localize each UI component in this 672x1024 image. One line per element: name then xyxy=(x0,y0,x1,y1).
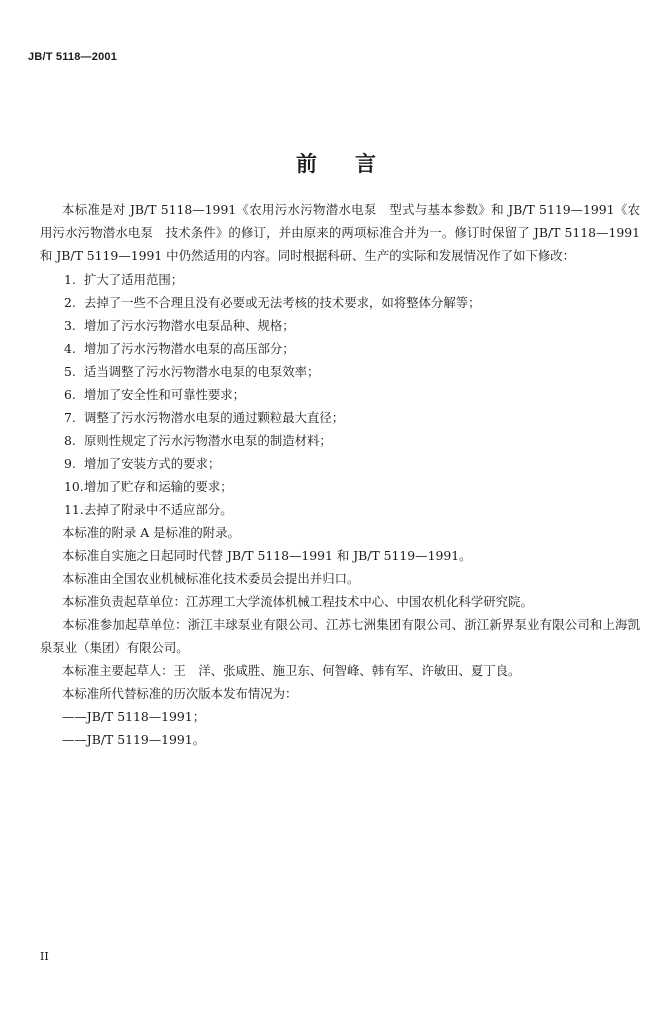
list-item-text: 增加了安装方式的要求； xyxy=(84,456,221,471)
intro-paragraph: 本标准是对 JB/T 5118—1991《农用污水污物潜水电泵 型式与基本参数》和 JB/T 5119—1991《农用污水污物潜水电泵 技术条件》的修订，并由原来的两项标准合并为一。修订时保留了 JB/T 5118—1991 和 JB/T 5119—1991 中仍然适用的内容。同时根据科研、生产的实际和发展情况作了如下修改： xyxy=(40,202,640,263)
proposer-note: 本标准由全国农业机械标准化技术委员会提出并归口。 xyxy=(62,571,360,586)
list-item-text: 增加了污水污物潜水电泵品种、规格； xyxy=(84,318,295,333)
page-title: 前言 xyxy=(296,151,414,176)
list-item-number: 10. xyxy=(64,479,84,494)
list-item-number: 8. xyxy=(64,433,76,448)
list-item-number: 5. xyxy=(64,364,76,379)
list-item-number: 9. xyxy=(64,456,76,471)
list-item xyxy=(40,360,640,383)
standard-code-header: JB/T 5118—2001 xyxy=(28,51,118,63)
history-intro: 本标准所代替标准的历次版本发布情况为： xyxy=(62,686,298,701)
list-item-number: 3. xyxy=(64,318,76,333)
list-item-text: 增加了贮存和运输的要求； xyxy=(84,479,233,494)
list-item-text: 增加了污水污物潜水电泵的高压部分； xyxy=(84,341,295,356)
appendix-note: 本标准的附录 A 是标准的附录。 xyxy=(62,525,240,540)
list-item xyxy=(40,337,640,360)
list-item xyxy=(40,314,640,337)
list-item xyxy=(40,406,640,429)
list-item-text: 调整了污水污物潜水电泵的通过颗粒最大直径； xyxy=(84,410,345,425)
list-item-text: 去掉了附录中不适应部分。 xyxy=(84,502,233,517)
list-item-number: 2. xyxy=(64,295,76,310)
list-item-text: 原则性规定了污水污物潜水电泵的制造材料； xyxy=(84,433,332,448)
drafting-unit-note: 本标准负责起草单位：江苏理工大学流体机械工程技术中心、中国农机化科学研究院。 xyxy=(62,594,533,609)
list-item xyxy=(40,429,640,452)
participating-units-note: 本标准参加起草单位：浙江丰球泵业有限公司、江苏七洲集团有限公司、浙江新界泵业有限公司和上海凯泉泵业（集团）有限公司。 xyxy=(40,617,640,655)
list-item-number: 7. xyxy=(64,410,76,425)
page-number: II xyxy=(40,950,49,963)
history-entry: ——JB/T 5118—1991； xyxy=(62,709,206,724)
list-item-text: 增加了安全性和可靠性要求； xyxy=(84,387,246,402)
content-body xyxy=(40,268,640,751)
drafters-note: 本标准主要起草人：王 洋、张咸胜、施卫东、何智峰、韩有军、许敏田、夏丁良。 xyxy=(62,663,521,678)
list-item xyxy=(40,291,640,314)
list-item-text: 去掉了一些不合理且没有必要或无法考核的技术要求，如将整体分解等； xyxy=(84,295,481,310)
history-entry: ——JB/T 5119—1991。 xyxy=(62,732,206,747)
list-item-number: 11. xyxy=(64,502,84,517)
list-item-text: 扩大了适用范围； xyxy=(84,272,184,287)
list-item-number: 6. xyxy=(64,387,76,402)
list-item-text: 适当调整了污水污物潜水电泵的电泵效率； xyxy=(84,364,320,379)
list-item xyxy=(40,383,640,406)
list-item xyxy=(40,452,640,475)
list-item xyxy=(40,498,640,521)
replacement-note: 本标准自实施之日起同时代替 JB/T 5118—1991 和 JB/T 5119—1991。 xyxy=(62,548,472,563)
list-item-number: 4. xyxy=(64,341,76,356)
list-item-number: 1. xyxy=(64,272,76,287)
list-item xyxy=(40,475,640,498)
list-item xyxy=(40,268,640,291)
